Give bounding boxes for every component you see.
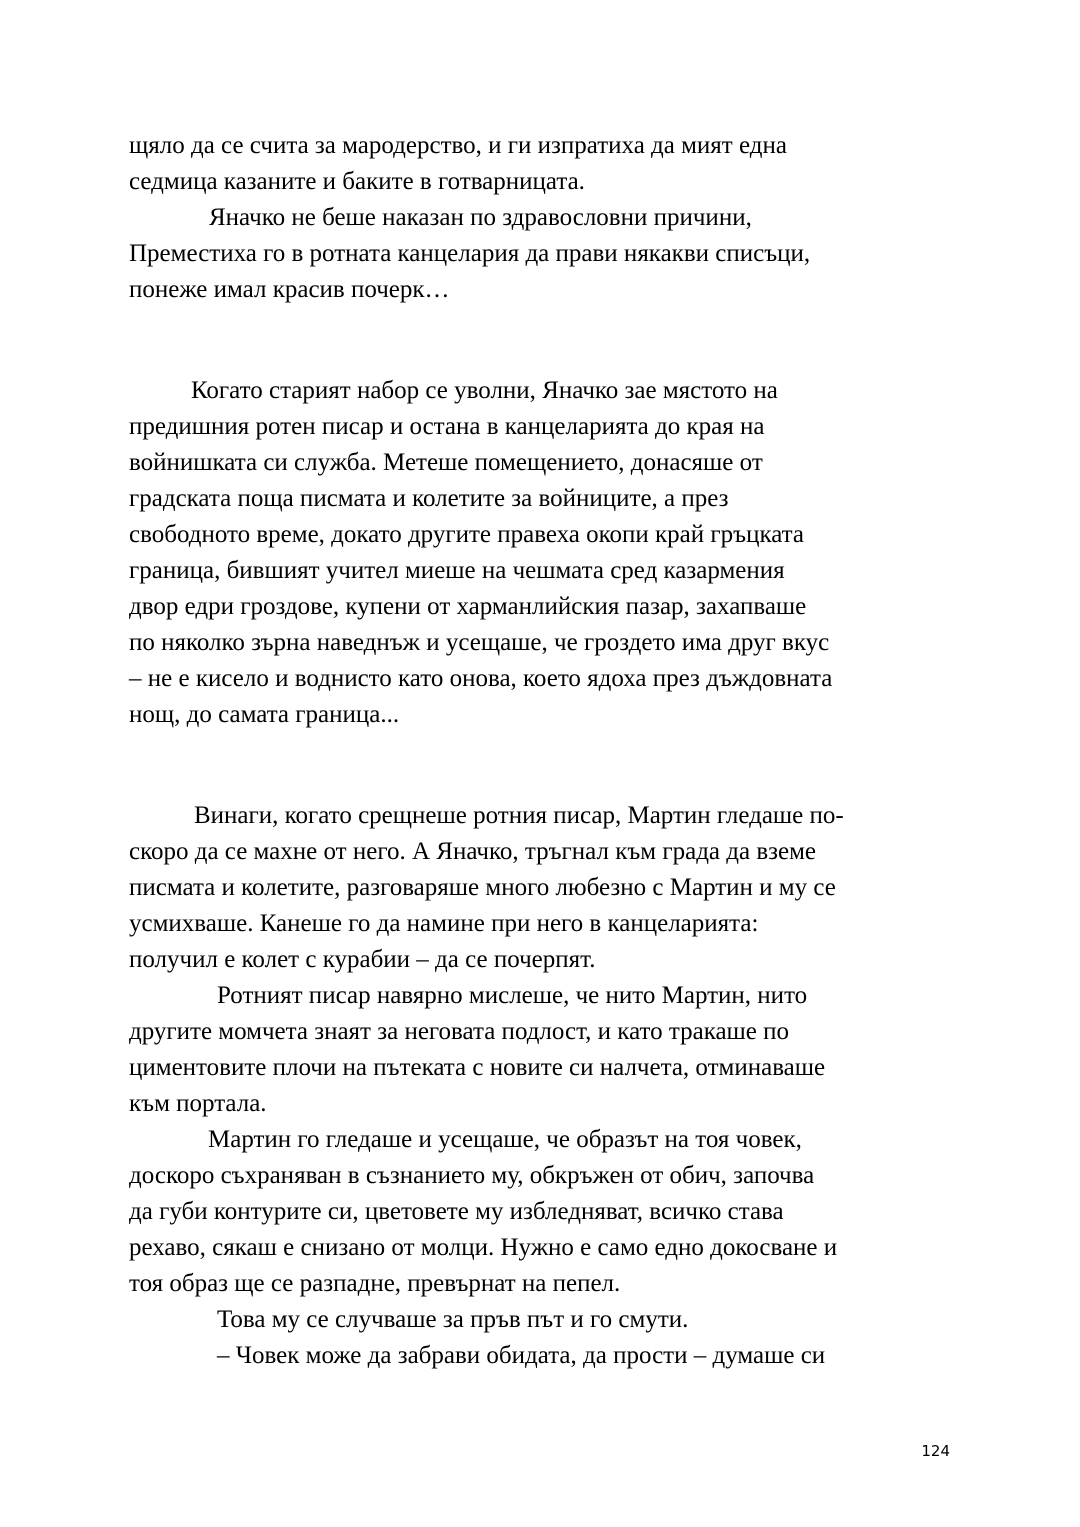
text-line: писмата и колетите, разговаряше много любезно с Мартин и му се: [129, 874, 836, 901]
text-line: седмица казаните и баките в готварницата.: [129, 168, 585, 195]
text-block-1: [129, 128, 959, 308]
page-number: 124: [921, 1442, 950, 1460]
text-line: да губи контурите си, цветовете му избледняват, всичко става: [129, 1198, 784, 1225]
text-line: тоя образ ще се разпадне, превърнат на пепел.: [129, 1270, 621, 1297]
text-line: усмихваше. Канеше го да намине при него в канцеларията:: [129, 910, 759, 937]
text-line: двор едри гроздове, купени от харманлийския пазар, захапваше: [129, 593, 807, 620]
text-line: Преместиха го в ротната канцелария да прави някакви списъци,: [129, 240, 811, 267]
text-line: щяло да се счита за мародерство, и ги изпратиха да мият една: [129, 132, 787, 159]
text-line: понеже имал красив почерк…: [129, 276, 450, 303]
text-line: получил е колет с курабии – да се почерпят.: [129, 946, 596, 973]
text-line: нощ, до самата граница...: [129, 701, 400, 728]
text-line-indented: Винаги, когато срещнеше ротния писар, Мартин гледаше по-: [194, 802, 844, 829]
text-line: към портала.: [129, 1090, 267, 1117]
text-block-2: [129, 373, 959, 733]
text-line-indented: Когато старият набор се уволни, Яначко зае мястото на: [191, 377, 778, 404]
text-line: по няколко зърна наведнъж и усещаше, че гроздето има друг вкус: [129, 629, 830, 656]
text-line-indented: Мартин го гледаше и усещаше, че образът на тоя човек,: [208, 1126, 802, 1153]
text-block-3: [129, 798, 959, 1374]
text-line-indented: Това му се случваше за пръв път и го смути.: [217, 1306, 689, 1333]
text-line: предишния ротен писар и остана в канцеларията до края на: [129, 413, 765, 440]
text-line: граница, бившият учител миеше на чешмата сред казармения: [129, 557, 785, 584]
text-line: скоро да се махне от него. А Яначко, тръгнал към града да вземе: [129, 838, 817, 865]
text-line-indented: Яначко не беше наказан по здравословни причини,: [209, 204, 752, 231]
text-line: другите момчета знаят за неговата подлост, и като тракаше по: [129, 1018, 790, 1045]
text-line-indented: Ротният писар навярно мислеше, че нито Мартин, нито: [217, 982, 808, 1009]
text-line: – не е кисело и воднисто като онова, което ядоха през дъждовната: [129, 665, 833, 692]
text-line-indented: – Човек може да забрави обидата, да прости – думаше си: [217, 1342, 826, 1369]
text-line: доскоро съхраняван в съзнанието му, обкръжен от обич, започва: [129, 1162, 815, 1189]
text-line: свободното време, докато другите правеха окопи край гръцката: [129, 521, 805, 548]
text-line: градската поща писмата и колетите за войниците, а през: [129, 485, 729, 512]
text-line: рехаво, сякаш е снизано от молци. Нужно е само едно докосване и: [129, 1234, 838, 1261]
text-line: циментовите плочи на пътеката с новите си налчета, отминаваше: [129, 1054, 826, 1081]
text-line: войнишката си служба. Метеше помещението, донасяше от: [129, 449, 763, 476]
